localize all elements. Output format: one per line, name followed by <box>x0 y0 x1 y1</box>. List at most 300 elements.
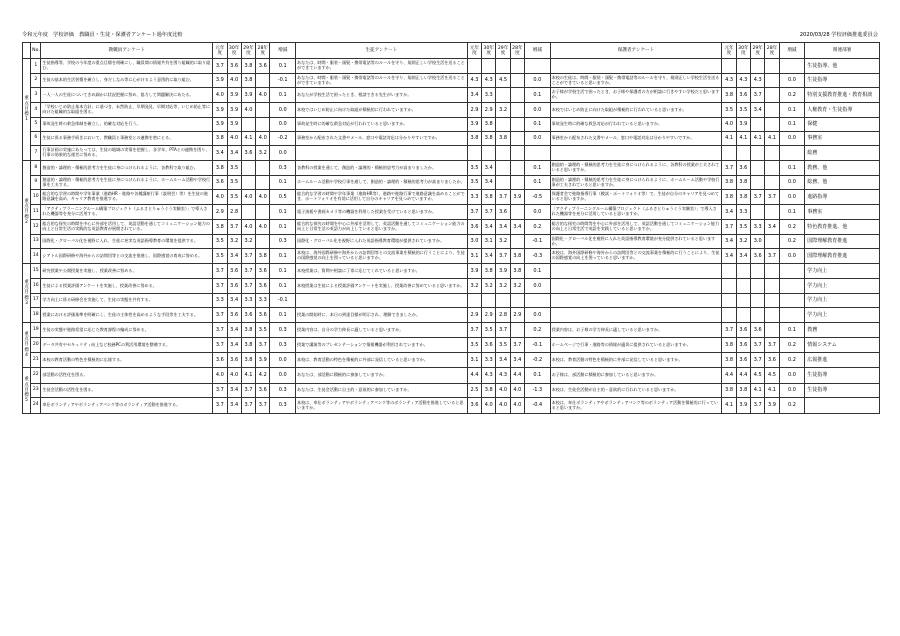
student-question: 総合的な学習の時間や学年事業（進路HR等）、進路や進路行事で進路意識を高めることができ、ポートフォリオを有効に活用して自分のキャリアを見つめていますか。 <box>296 190 468 205</box>
staff-question: シアトル国際研修や海外からの訪問団等との交流を推進し、国際感覚の育成に努める。 <box>41 249 213 264</box>
parent-question: ホームページで行事・進路等の情報が適切に提供されていると思いますか。 <box>550 338 722 353</box>
staff-score: 3.8 <box>213 132 227 146</box>
student-score: 0.2 <box>525 220 551 235</box>
parent-score: 3.8 <box>736 176 750 190</box>
parent-score <box>765 205 779 220</box>
staff-question: 行事計画の実施にあたっては、生徒の地域の実情を把握し、各学年、PTAとの連携を図り、行事の効果的な運営に努める。 <box>41 146 213 161</box>
header-parent-y1: 元年度 <box>722 43 736 59</box>
parent-question: 本校は、生徒会活動が自主的・意欲的に行われていると思いますか。 <box>550 384 722 398</box>
table-row <box>23 368 880 384</box>
student-question: 本校は、教育活動の特色を積極的に外部に発信していると思いますか。 <box>296 353 468 368</box>
staff-question: 生徒による授業評価アンケートを実施し、授業改善に努める。 <box>41 279 213 294</box>
student-score: 3.5 <box>482 323 496 338</box>
student-score <box>496 161 510 176</box>
staff-score: 3.9 <box>227 118 241 132</box>
related-department: 国際理解教育推進 <box>805 249 880 264</box>
header-staff-diff: 増減 <box>270 43 296 59</box>
staff-score <box>256 205 270 220</box>
student-score: 3.4 <box>482 220 496 235</box>
student-score: 2.9 <box>482 103 496 118</box>
parent-score <box>779 308 805 323</box>
student-score <box>510 88 524 103</box>
parent-question: お子様が学校生活で困ったとき、お子様や保護者の方が相談に行きやすい学校だと思いますか。 <box>550 88 722 103</box>
parent-score: 3.8 <box>722 353 736 368</box>
table-row <box>23 249 880 264</box>
goal-group-text: 重点目標2 <box>24 198 29 225</box>
staff-question: 生徒指導等、学校の今年度の重点目標を明確にし、職員間の情報共有を図り組織的に取り組む。 <box>41 59 213 74</box>
staff-score: 0.0 <box>270 146 296 161</box>
parent-score: 4.4 <box>722 368 736 384</box>
student-score <box>510 323 524 338</box>
staff-score: 3.8 <box>213 161 227 176</box>
parent-score <box>736 308 750 323</box>
parent-score <box>765 118 779 132</box>
staff-question: 生徒に係る事務手続きにおいて、教職員と事務室との連携を密にとる。 <box>41 132 213 146</box>
table-row <box>23 353 880 368</box>
student-score: 0.0 <box>525 308 551 323</box>
student-score: -0.3 <box>525 249 551 264</box>
header-staff-y29: 29年度 <box>241 43 255 59</box>
student-score <box>510 294 524 308</box>
parent-question: 本校は、奉仕ボランティアやボランティアバンク等のボランティア活動を積極的に行っていると思いますか。 <box>550 398 722 414</box>
parent-score: 3.8 <box>722 176 736 190</box>
parent-score: 3.7 <box>751 398 765 414</box>
staff-score <box>256 235 270 249</box>
student-score: 3.3 <box>482 353 496 368</box>
table-row <box>23 132 880 146</box>
table-row <box>23 384 880 398</box>
staff-score: 3.7 <box>241 398 255 414</box>
parent-score <box>736 279 750 294</box>
staff-score: 3.7 <box>213 338 227 353</box>
staff-score: 0.1 <box>270 279 296 294</box>
table-row <box>23 264 880 279</box>
student-score: 0.2 <box>525 323 551 338</box>
goal-group-label <box>23 368 31 414</box>
goal-group-label <box>23 264 31 323</box>
staff-question: データ共有やセキュリティ向上など校務PCの利活用環境を整備する。 <box>41 338 213 353</box>
student-score: 3.7 <box>510 338 524 353</box>
parent-score: 3.0 <box>751 235 765 249</box>
header-parent-y29: 29年度 <box>751 43 765 59</box>
goal-group-text: 重点目標4 <box>24 331 29 358</box>
related-department: 教務、他 <box>805 161 880 176</box>
staff-score: 3.7 <box>213 279 227 294</box>
student-score: 0.1 <box>525 161 551 176</box>
parent-score <box>779 279 805 294</box>
student-score: 4.0 <box>496 384 510 398</box>
student-score: 3.8 <box>510 264 524 279</box>
staff-score: 3.5 <box>213 249 227 264</box>
student-score: 3.5 <box>467 161 481 176</box>
staff-score: 3.7 <box>241 264 255 279</box>
student-score <box>496 118 510 132</box>
parent-question: 本校は、海外国際研修や海外からの訪問団等との交流事業を積極的に行うことにより、生徒の国際感覚の向上を図っていると思いますか。 <box>550 249 722 264</box>
student-score: -0.4 <box>525 398 551 414</box>
table-row <box>23 176 880 190</box>
student-score: 3.4 <box>510 220 524 235</box>
row-number: 24 <box>31 398 41 414</box>
parent-score <box>722 59 736 74</box>
student-score: 3.6 <box>467 398 481 414</box>
student-question <box>296 294 468 308</box>
parent-score: 3.7 <box>765 190 779 205</box>
parent-score: 0.1 <box>779 205 805 220</box>
parent-question: 総合的な探究の時間等を中心に外部を活用して、英語活動を通してコミュニケーション能力の向上と日常生活で英語を実践していると思いますか。 <box>550 220 722 235</box>
staff-question: 「学校いじめ防止基本方針」に基づき、未然防止、早期発見、早期対応等、いじめ防止等に向けた組織的な取組を図る。 <box>41 103 213 118</box>
student-score: 3.8 <box>496 132 510 146</box>
staff-score: 4.0 <box>256 88 270 103</box>
parent-score: 3.8 <box>736 190 750 205</box>
parent-score: 3.7 <box>722 323 736 338</box>
staff-score: 0.3 <box>270 384 296 398</box>
header-student: 生徒アンケート <box>296 43 468 59</box>
row-number: 16 <box>31 279 41 294</box>
staff-score: 3.4 <box>227 249 241 264</box>
parent-score <box>765 59 779 74</box>
table-row <box>23 59 880 74</box>
staff-score: 3.6 <box>256 59 270 74</box>
staff-score: 3.5 <box>256 323 270 338</box>
parent-score: 0.2 <box>779 398 805 414</box>
staff-score: 3.4 <box>227 323 241 338</box>
parent-score <box>751 308 765 323</box>
parent-score <box>765 235 779 249</box>
parent-score: 0.0 <box>779 249 805 264</box>
parent-score: 4.1 <box>751 132 765 146</box>
related-department: 国際理解教育推進 <box>805 235 880 249</box>
parent-score: 3.9 <box>765 398 779 414</box>
parent-score <box>722 294 736 308</box>
student-score: 3.4 <box>496 220 510 235</box>
parent-score: 0.1 <box>779 103 805 118</box>
staff-score: 3.9 <box>213 74 227 88</box>
student-score: 3.6 <box>467 220 481 235</box>
parent-score: 4.1 <box>765 132 779 146</box>
student-question: 電子黒板や書画カメラ等の機器を利用した授業を受けていると思いますか。 <box>296 205 468 220</box>
header-parent-diff: 増減 <box>779 43 805 59</box>
table-row <box>23 118 880 132</box>
staff-score <box>256 161 270 176</box>
parent-score: 3.5 <box>722 103 736 118</box>
staff-score <box>241 176 255 190</box>
student-question: ホームルーム活動や学校行事を通して、創造的・論理的・積極的思考力が高まりましたか。 <box>296 176 468 190</box>
table-row <box>23 103 880 118</box>
parent-score: 3.8 <box>722 384 736 398</box>
student-score <box>510 205 524 220</box>
header-student-y29: 29年度 <box>496 43 510 59</box>
student-score: 3.6 <box>496 205 510 220</box>
parent-question: お子様は、部活動に積極的に参加していると思いますか。 <box>550 368 722 384</box>
row-number: 9 <box>31 176 41 190</box>
staff-score: 3.7 <box>241 279 255 294</box>
staff-score: 4.0 <box>241 220 255 235</box>
staff-score: 3.6 <box>213 176 227 190</box>
staff-score: 3.4 <box>227 384 241 398</box>
parent-score: 4.1 <box>722 132 736 146</box>
student-score: 4.4 <box>510 368 524 384</box>
student-question: 本校授業は、質問や相談に丁寧に応じてくれていると思いますか。 <box>296 264 468 279</box>
student-score: 0.1 <box>525 88 551 103</box>
parent-score: 3.6 <box>736 161 750 176</box>
parent-score <box>765 308 779 323</box>
related-department: 事務室 <box>805 205 880 220</box>
parent-score <box>765 146 779 161</box>
staff-score: 3.8 <box>241 338 255 353</box>
staff-question: 部活動の活性化を図る。 <box>41 368 213 384</box>
staff-score: 0.3 <box>270 323 296 338</box>
staff-question: 本校の教育活動の特色を積極的に広報する。 <box>41 353 213 368</box>
parent-score <box>765 103 779 118</box>
row-number: 8 <box>31 161 41 176</box>
student-score: 3.0 <box>467 235 481 249</box>
table-row <box>23 190 880 205</box>
parent-question <box>550 279 722 294</box>
header-staff: 教職員アンケート <box>41 43 213 59</box>
parent-score <box>765 294 779 308</box>
staff-score <box>256 74 270 88</box>
parent-score: 4.1 <box>736 132 750 146</box>
related-department: 生徒指導 <box>805 384 880 398</box>
goal-group-label <box>23 59 31 161</box>
parent-score: 3.6 <box>736 323 750 338</box>
parent-score <box>751 176 765 190</box>
parent-score: 0.1 <box>779 118 805 132</box>
parent-score <box>751 279 765 294</box>
parent-score: 4.3 <box>722 74 736 88</box>
student-score: 3.7 <box>482 205 496 220</box>
table-row <box>23 146 880 161</box>
staff-score <box>256 118 270 132</box>
parent-score: 4.1 <box>751 384 765 398</box>
parent-score: 3.7 <box>751 190 765 205</box>
table-row <box>23 161 880 176</box>
student-question: 本校は、海外国際研修や海外からの訪問団等との交流事業を積極的に行うことにより、生徒の国際感覚の向上を図っていると思いますか。 <box>296 249 468 264</box>
parent-score: 3.5 <box>736 103 750 118</box>
parent-score: 0.1 <box>779 323 805 338</box>
student-score: 2.8 <box>496 308 510 323</box>
staff-score: 3.4 <box>227 398 241 414</box>
staff-score: 3.5 <box>227 190 241 205</box>
staff-score: 3.5 <box>213 235 227 249</box>
student-score <box>482 146 496 161</box>
staff-score: 3.8 <box>241 353 255 368</box>
staff-score: 3.7 <box>213 59 227 74</box>
staff-question: 生徒の基本的生活習慣を確立し、身だしなみ等に心がけるよう意図的に取り組む。 <box>41 74 213 88</box>
related-department: 学力向上 <box>805 294 880 308</box>
student-score: 3.2 <box>496 235 510 249</box>
related-department: 広報推進 <box>805 353 880 368</box>
staff-score: 0.3 <box>270 398 296 414</box>
row-number: 13 <box>31 235 41 249</box>
staff-score: 3.6 <box>256 384 270 398</box>
parent-score <box>722 279 736 294</box>
parent-score <box>736 264 750 279</box>
staff-score: 3.3 <box>213 294 227 308</box>
staff-score <box>256 176 270 190</box>
staff-score: 3.6 <box>256 308 270 323</box>
staff-question: 総合的な探究の時間を中心に外部を活用して、英語活動を通してコミュニケーション能力の向上と日常生活の実践的な英語教育が展開されている。 <box>41 220 213 235</box>
parent-score: 4.5 <box>751 368 765 384</box>
header-parent: 保護者アンケート <box>550 43 722 59</box>
student-score: -0.2 <box>525 353 551 368</box>
staff-score: 3.4 <box>227 338 241 353</box>
goal-group-text: 重点目標5 <box>24 377 29 404</box>
student-score <box>510 146 524 161</box>
parent-score: 3.7 <box>751 88 765 103</box>
student-score: 0.1 <box>525 176 551 190</box>
student-question: あなたは、時間・服装・頭髪・携帯電話等のルールを守り、規則正しい学校生活を送ることができていますか。 <box>296 59 468 74</box>
parent-score <box>722 264 736 279</box>
student-score: 0.1 <box>525 264 551 279</box>
staff-score: 3.6 <box>227 59 241 74</box>
staff-score: 0.1 <box>270 249 296 264</box>
document-date-committee: 2020/03/28 学校評価推進委員会 <box>799 32 878 38</box>
related-department: 事務室 <box>805 132 880 146</box>
parent-score: 4.3 <box>736 74 750 88</box>
row-number: 3 <box>31 88 41 103</box>
staff-score: 2.8 <box>227 205 241 220</box>
related-department: 特別支援教育推進・教育相談 <box>805 88 880 103</box>
parent-score <box>736 146 750 161</box>
student-score: 4.0 <box>510 384 524 398</box>
staff-question: 生徒の実態や進路希望に応じた教育課程の編成に努める。 <box>41 323 213 338</box>
staff-question: 奉仕ボランティアやボランティアバンク等のボランティア活動を推進する。 <box>41 398 213 414</box>
staff-score: 3.6 <box>256 264 270 279</box>
parent-score: 3.7 <box>765 249 779 264</box>
student-score: 4.0 <box>496 398 510 414</box>
goal-group-label <box>23 161 31 264</box>
row-number: 4 <box>31 103 41 118</box>
staff-score: 3.7 <box>256 398 270 414</box>
parent-score <box>751 118 765 132</box>
student-question: 授業内容は、自分の学力伸長に適していると思いますか。 <box>296 323 468 338</box>
student-score: 4.0 <box>482 398 496 414</box>
header-dept: 関連部署 <box>805 43 880 59</box>
header-staff-y1: 元年度 <box>213 43 227 59</box>
staff-score: 4.0 <box>213 88 227 103</box>
table-row <box>23 323 880 338</box>
staff-score: 3.6 <box>227 279 241 294</box>
student-score: 3.2 <box>510 279 524 294</box>
parent-question: 事故発生時に的確な救急対応が行われていると思いますか。 <box>550 118 722 132</box>
staff-score: 3.7 <box>241 249 255 264</box>
student-score <box>482 59 496 74</box>
student-score: 3.1 <box>467 353 481 368</box>
student-score: 3.9 <box>496 264 510 279</box>
parent-score: 3.2 <box>736 235 750 249</box>
parent-question <box>550 146 722 161</box>
header-student-y30: 30年度 <box>482 43 496 59</box>
header-student-y28: 28年度 <box>510 43 524 59</box>
student-score: 0.0 <box>525 205 551 220</box>
header-student-diff: 増減 <box>525 43 551 59</box>
student-score: 3.6 <box>482 338 496 353</box>
related-department: 学力向上 <box>805 308 880 323</box>
student-score: -0.1 <box>525 338 551 353</box>
parent-score <box>765 176 779 190</box>
student-score: 3.2 <box>467 279 481 294</box>
staff-score: 0.3 <box>270 161 296 176</box>
survey-comparison-table <box>22 42 880 414</box>
parent-question <box>550 59 722 74</box>
staff-question: 総合的な学習の時間や学年事業（進路HR・進路や各種講座行事（説明会）等）を生徒の進路意識を高め、キャリア教育を推進する。 <box>41 190 213 205</box>
staff-score: 4.2 <box>256 368 270 384</box>
related-department: 学力向上 <box>805 279 880 294</box>
staff-score <box>256 103 270 118</box>
header-parent-y30: 30年度 <box>736 43 750 59</box>
parent-score: 0.0 <box>779 190 805 205</box>
group-header <box>23 43 31 59</box>
parent-score <box>765 74 779 88</box>
parent-score: 3.6 <box>751 249 765 264</box>
staff-score: 3.7 <box>213 398 227 414</box>
student-score: 3.8 <box>482 384 496 398</box>
student-question: 各教科の授業を通して、創造的・論理的・積極的思考力が高まりましたか。 <box>296 161 468 176</box>
student-question: 授業で講演等のプレゼンテーションで情報機器が利用されていますか。 <box>296 338 468 353</box>
student-score: -1.3 <box>525 384 551 398</box>
parent-score: 3.7 <box>751 338 765 353</box>
staff-score: 4.0 <box>241 103 255 118</box>
staff-score: 3.9 <box>227 88 241 103</box>
staff-score: 3.2 <box>227 235 241 249</box>
student-score: 2.9 <box>467 308 481 323</box>
staff-score: 3.6 <box>241 308 255 323</box>
document-title: 令和元年度 学校評価 教職員・生徒・保護者アンケート過年度比較 <box>22 32 183 38</box>
staff-score: 3.7 <box>241 384 255 398</box>
student-score: 3.2 <box>482 279 496 294</box>
goal-group-text: 重点目標3 <box>24 279 29 306</box>
student-question: 本校は、奉仕ボランティアやボランティアバンク等のボランティア活動を推進していると思いますか。 <box>296 398 468 414</box>
staff-score: 3.7 <box>256 338 270 353</box>
parent-score: 0.2 <box>779 235 805 249</box>
parent-score: 3.4 <box>722 205 736 220</box>
parent-score: 0.0 <box>779 384 805 398</box>
student-score: 4.5 <box>496 74 510 88</box>
parent-score <box>779 146 805 161</box>
student-score: 3.4 <box>482 249 496 264</box>
staff-score: 3.6 <box>227 308 241 323</box>
student-score: 3.7 <box>496 323 510 338</box>
table-row <box>23 279 880 294</box>
parent-score <box>779 264 805 279</box>
staff-question: 「アクティブラーニングルーム構築プロジェクト（ふるさとりゅうぐう実験室）」で導入された機器等を充分に活用する。 <box>41 205 213 220</box>
parent-score: 3.4 <box>722 249 736 264</box>
parent-score: 3.6 <box>765 353 779 368</box>
parent-score: 4.0 <box>722 118 736 132</box>
student-score <box>510 132 524 146</box>
table-row <box>23 74 880 88</box>
related-department: 特色教育推進、他 <box>805 220 880 235</box>
parent-score <box>751 205 765 220</box>
student-score <box>510 59 524 74</box>
student-score <box>510 235 524 249</box>
parent-score: 0.0 <box>779 176 805 190</box>
student-score <box>467 146 481 161</box>
parent-score <box>736 59 750 74</box>
parent-score: 0.2 <box>779 220 805 235</box>
staff-score: 4.0 <box>241 190 255 205</box>
parent-score <box>765 279 779 294</box>
row-number: 21 <box>31 353 41 368</box>
parent-question: 「アクティブラーニングルーム構築プロジェクト（ふるさとりゅうぐう実験室）」で導入された機器等を充分に活用していると思いますか。 <box>550 205 722 220</box>
staff-score: 3.8 <box>241 323 255 338</box>
table-row <box>23 308 880 323</box>
related-department: 総務 <box>805 146 880 161</box>
staff-score: 3.7 <box>213 308 227 323</box>
student-score: 3.7 <box>467 205 481 220</box>
parent-score <box>751 294 765 308</box>
